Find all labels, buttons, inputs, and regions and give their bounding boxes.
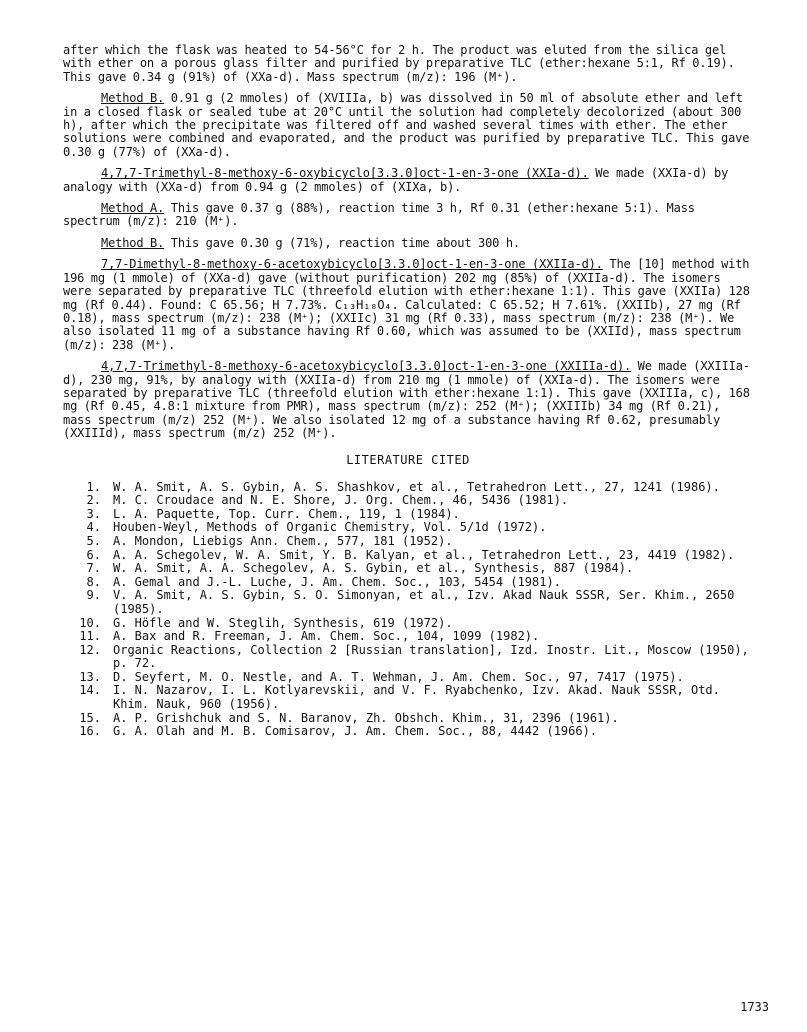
reference-item <box>63 508 753 522</box>
reference-item <box>63 481 753 495</box>
reference-number: 11. <box>79 629 101 644</box>
reference-number: 2. <box>86 493 101 508</box>
reference-text: G. A. Olah and M. B. Comisarov, J. Am. Chem. Soc., 88, 4442 (1966). <box>113 724 598 739</box>
reference-text: Houben-Weyl, Methods of Organic Chemistry, Vol. 5/1d (1972). <box>113 520 547 535</box>
reference-item <box>63 549 753 563</box>
reference-number: 7. <box>86 561 101 576</box>
reference-text: L. A. Paquette, Top. Curr. Chem., 119, 1 (1984). <box>113 506 460 521</box>
reference-item <box>63 576 753 590</box>
reference-item <box>63 521 753 535</box>
paragraph-xxi-method-b <box>63 237 753 250</box>
reference-number: 5. <box>86 533 101 548</box>
reference-number: 8. <box>86 574 101 589</box>
reference-text: A. Gemal and J.-L. Luche, J. Am. Chem. Soc., 103, 5454 (1981). <box>113 574 561 589</box>
reference-number: 9. <box>86 588 101 603</box>
reference-list <box>63 481 753 739</box>
reference-item <box>63 535 753 549</box>
paragraph-heading: Method B. <box>101 91 165 106</box>
reference-number: 16. <box>79 724 101 739</box>
paragraph-text: We made (XXIa-d) by analogy with (XXa-d) from 0.94 g (2 mmoles) of (XIXa, b). <box>63 166 729 194</box>
paragraph-xxii-synthesis <box>63 258 753 352</box>
paragraph-text: The [10] method with 196 mg (1 mmole) of (XXa-d) gave (without purification) 202 mg (85%) of (XXIIa-d). The isomers were separated by preparative TLC (threefold elution with ether:hexane 1:1). This gave (XXIIa) 128 mg (Rf 0.44). Found: C 65.56; H 7.73%. C₁₃H₁₈O₄. Calculated: C 65.52; H 7.61%. (XXIIb), 27 mg (Rf 0.18), mass spectrum (m/z): 238 (M⁺); (XXIIc) 31 mg (Rf 0.33), mass spectrum (m/z): 238 (M⁺). We also isolated 11 mg of a substance having Rf 0.60, which was assumed to be (XXIId), mass spectrum (m/z): 238 (M⁺). <box>63 257 750 352</box>
reference-text: W. A. Smit, A. S. Gybin, A. S. Shashkov, et al., Tetrahedron Lett., 27, 1241 (1986). <box>113 479 720 494</box>
reference-item <box>63 712 753 726</box>
paragraph-method-a-continuation <box>63 44 753 84</box>
paragraph-heading: 7,7-Dimethyl-8-methoxy-6-acetoxybicyclo[3.3.0]oct-1-en-3-one (XXIIa-d). <box>101 257 603 272</box>
paragraph-text: We made (XXIIIa-d), 230 mg, 91%, by analogy with (XXIIa-d) from 210 mg (1 mmole) of (XXIa-d). The isomers were separated by preparative TLC (threefold elution with ether:hexane 1:1). This gave (XXIIIa, c), 168 mg (Rf 0.45, 4.8:1 mixture from PMR), mass spectrum (m/z): 252 (M⁺); (XXIIIb) 34 mg (Rf 0.21), mass spectrum (m/z) 252 (M⁺). We also isolated 12 mg of a substance having Rf 0.62, presumably (XXIIId), mass spectrum (m/z) 252 (M⁺). <box>63 359 750 441</box>
reference-text: G. Höfle and W. Steglih, Synthesis, 619 (1972). <box>113 615 453 630</box>
reference-text: Organic Reactions, Collection 2 [Russian translation], Izd. Inostr. Lit., Moscow (1950), p. 72. <box>113 642 749 671</box>
reference-item <box>63 589 753 616</box>
reference-item <box>63 494 753 508</box>
paragraph-heading: 4,7,7-Trimethyl-8-methoxy-6-acetoxybicyclo[3.3.0]oct-1-en-3-one (XXIIIa-d). <box>101 359 632 374</box>
reference-number: 3. <box>86 506 101 521</box>
paragraph-heading: Method B. <box>101 235 165 250</box>
reference-text: W. A. Smit, A. A. Schegolev, A. S. Gybin, et al., Synthesis, 887 (1984). <box>113 561 634 576</box>
paragraph-xxiii-synthesis <box>63 360 753 440</box>
reference-text: A. Mondon, Liebigs Ann. Chem., 577, 181 (1952). <box>113 533 453 548</box>
paragraph-method-b <box>63 92 753 159</box>
reference-number: 15. <box>79 710 101 725</box>
reference-text: A. A. Schegolev, W. A. Smit, Y. B. Kalyan, et al., Tetrahedron Lett., 23, 4419 (1982). <box>113 547 735 562</box>
reference-text: A. Bax and R. Freeman, J. Am. Chem. Soc., 104, 1099 (1982). <box>113 629 540 644</box>
reference-text: V. A. Smit, A. S. Gybin, S. O. Simonyan, et al., Izv. Akad Nauk SSSR, Ser. Khim., 2650 (1985). <box>113 588 735 616</box>
paragraph-xxi-synthesis <box>63 167 753 194</box>
page-body <box>63 44 753 739</box>
reference-item <box>63 630 753 644</box>
paragraph-xxi-method-a <box>63 202 753 229</box>
reference-item <box>63 725 753 739</box>
paragraph-heading: Method A. <box>101 201 165 216</box>
paragraph-text: after which the flask was heated to 54-56°C for 2 h. The product was eluted from the silica gel with ether on a porous glass filter and purified by preparative TLC (ether:hexane 5:1, Rf 0.19). This gave 0.34 g (91%) of (XXa-d). Mass spectrum (m/z): 196 (M⁺). <box>63 43 735 84</box>
paragraph-text: 0.91 g (2 mmoles) of (XVIIIa, b) was dissolved in 50 ml of absolute ether and left in a closed flask or sealed tube at 20°C until the solution had completely decolorized (about 300 h), after which the precipitate was filtered off and washed several times with ether. The ether solutions were combined and evaporated, and the product was purified by preparative TLC. This gave 0.30 g (77%) of (XXa-d). <box>63 91 750 159</box>
reference-number: 14. <box>79 683 101 698</box>
reference-number: 10. <box>79 615 101 630</box>
reference-item <box>63 617 753 631</box>
reference-number: 4. <box>86 520 101 535</box>
reference-item <box>63 684 753 711</box>
reference-text: I. N. Nazarov, I. L. Kotlyarevskii, and V. F. Ryabchenko, Izv. Akad. Nauk SSSR, Otd. Khim. Nauk, 960 (1956). <box>113 683 720 712</box>
page-number: 1733 <box>740 1000 769 1014</box>
reference-item <box>63 644 753 671</box>
reference-item <box>63 562 753 576</box>
reference-number: 13. <box>79 669 101 684</box>
paragraph-heading: 4,7,7-Trimethyl-8-methoxy-6-oxybicyclo[3.3.0]oct-1-en-3-one (XXIa-d). <box>101 166 589 181</box>
reference-text: M. C. Croudace and N. E. Shore, J. Org. Chem., 46, 5436 (1981). <box>113 493 569 508</box>
reference-number: 6. <box>86 547 101 562</box>
reference-text: D. Seyfert, M. O. Nestle, and A. T. Wehman, J. Am. Chem. Soc., 97, 7417 (1975). <box>113 669 684 684</box>
reference-text: A. P. Grishchuk and S. N. Baranov, Zh. Obshch. Khim., 31, 2396 (1961). <box>113 710 619 725</box>
reference-item <box>63 671 753 685</box>
reference-number: 12. <box>79 642 101 657</box>
reference-number: 1. <box>86 479 101 494</box>
literature-heading: LITERATURE CITED <box>346 452 470 467</box>
paragraph-text: This gave 0.37 g (88%), reaction time 3 h, Rf 0.31 (ether:hexane 5:1). Mass spectrum (m/z): 210 (M⁺). <box>63 201 695 229</box>
paragraph-text: This gave 0.30 g (71%), reaction time about 300 h. <box>164 235 520 250</box>
